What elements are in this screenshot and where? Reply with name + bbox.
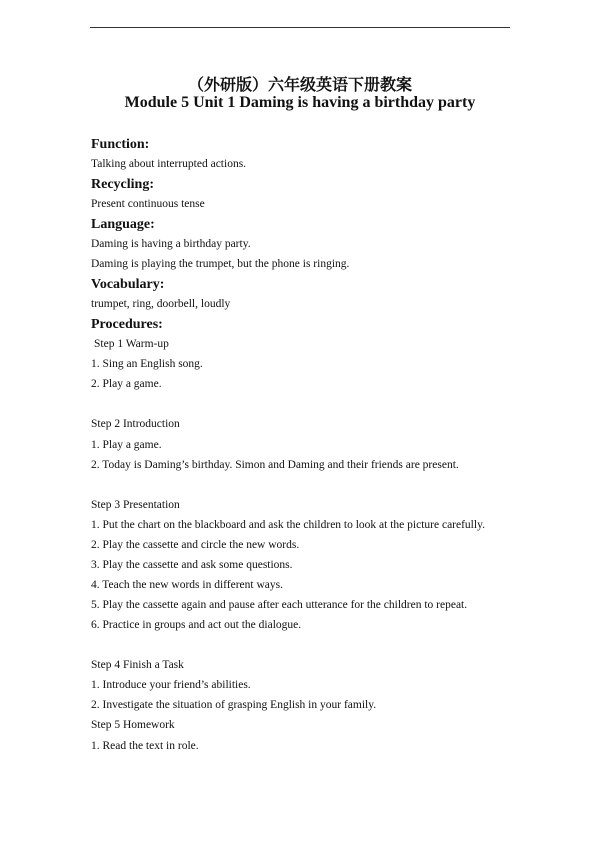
- document-title-chinese: （外研版）六年级英语下册教案: [187, 77, 412, 94]
- step-item: 2. Play the cassette and circle the new words.: [91, 539, 300, 551]
- recycling-text: Present continuous tense: [91, 198, 205, 210]
- recycling-heading: Recycling:: [91, 177, 154, 192]
- step-title: Step 5 Homework: [91, 719, 175, 731]
- step-item: 2. Today is Daming’s birthday. Simon and Daming and their friends are present.: [91, 459, 459, 471]
- function-text: Talking about interrupted actions.: [91, 158, 247, 170]
- step-item: 6. Practice in groups and act out the dialogue.: [91, 619, 302, 631]
- step-title: Step 1 Warm-up: [94, 338, 169, 350]
- language-line: Daming is having a birthday party.: [91, 238, 251, 250]
- language-line: Daming is playing the trumpet, but the phone is ringing.: [91, 258, 350, 270]
- step-item: 2. Play a game.: [91, 378, 162, 390]
- step-item: 1. Introduce your friend’s abilities.: [91, 679, 251, 691]
- step-item: 1. Read the text in role.: [91, 740, 199, 752]
- step-item: 2. Investigate the situation of grasping English in your family.: [91, 699, 377, 711]
- step-item: 1. Sing an English song.: [91, 358, 203, 370]
- vocabulary-text: trumpet, ring, doorbell, loudly: [91, 298, 231, 310]
- document-title-english: Module 5 Unit 1 Daming is having a birthday party: [124, 94, 476, 111]
- step-item: 1. Play a game.: [91, 439, 162, 451]
- step-item: 4. Teach the new words in different ways.: [91, 579, 283, 591]
- language-heading: Language:: [91, 217, 155, 232]
- step-title: Step 4 Finish a Task: [91, 659, 184, 671]
- step-title: Step 2 Introduction: [91, 418, 180, 430]
- vocabulary-heading: Vocabulary:: [91, 277, 165, 292]
- header-rule: [90, 27, 510, 28]
- function-heading: Function:: [91, 137, 150, 152]
- step-item: 3. Play the cassette and ask some questions.: [91, 559, 293, 571]
- step-item: 1. Put the chart on the blackboard and ask the children to look at the picture carefully.: [91, 519, 485, 531]
- procedures-heading: Procedures:: [91, 317, 163, 332]
- step-item: 5. Play the cassette again and pause after each utterance for the children to repeat.: [91, 599, 468, 611]
- step-title: Step 3 Presentation: [91, 499, 180, 511]
